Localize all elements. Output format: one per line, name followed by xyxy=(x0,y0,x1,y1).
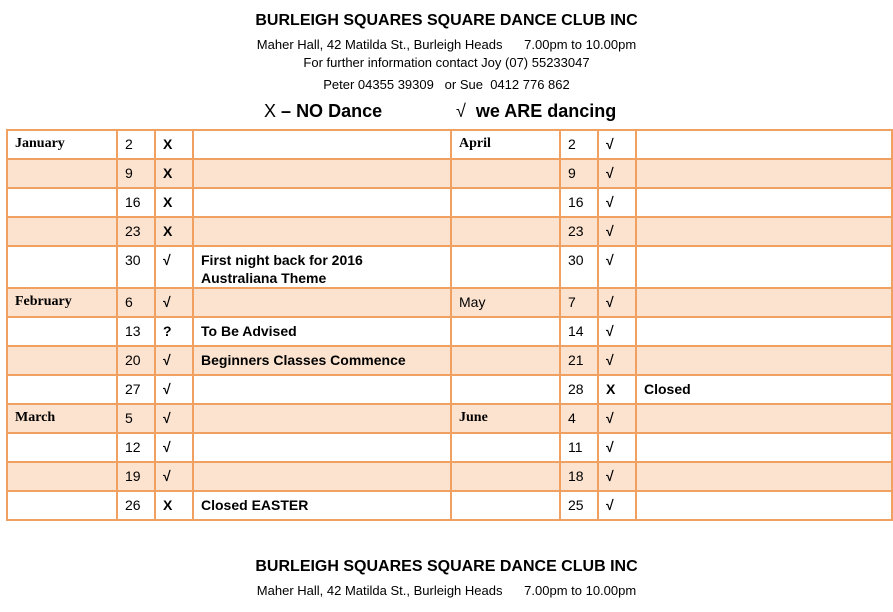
table-row xyxy=(7,217,892,246)
month-cell xyxy=(451,317,560,346)
note-cell xyxy=(636,288,892,317)
date-text: 26 xyxy=(125,497,141,513)
date-text: 30 xyxy=(568,252,584,268)
status-cell xyxy=(155,288,193,317)
note-cell xyxy=(193,217,451,246)
status-cell xyxy=(598,159,636,188)
month-cell xyxy=(451,159,560,188)
month-cell xyxy=(7,130,117,159)
date-cell xyxy=(560,188,598,217)
date-cell xyxy=(560,130,598,159)
month-cell xyxy=(451,404,560,433)
table-row xyxy=(7,375,892,404)
check-mark-icon: √ xyxy=(163,468,171,484)
month-cell xyxy=(451,491,560,520)
club-title: BURLEIGH SQUARES SQUARE DANCE CLUB INC xyxy=(255,12,638,29)
month-cell xyxy=(7,159,117,188)
status-cell xyxy=(155,491,193,520)
schedule-table xyxy=(6,129,893,521)
note-cell xyxy=(193,246,451,288)
date-text: 16 xyxy=(125,194,141,210)
contact-line: For further information contact Joy (07) 55233047 xyxy=(303,55,590,70)
table-row xyxy=(7,130,892,159)
month-cell xyxy=(451,433,560,462)
table-row xyxy=(7,188,892,217)
date-cell xyxy=(117,433,155,462)
month-cell xyxy=(451,217,560,246)
status-cell xyxy=(155,130,193,159)
check-mark-icon: √ xyxy=(606,136,614,152)
check-mark-icon: √ xyxy=(163,410,171,426)
question-mark-icon: ? xyxy=(163,323,172,339)
date-cell xyxy=(117,404,155,433)
date-text: 5 xyxy=(125,410,133,426)
date-text: 19 xyxy=(125,468,141,484)
legend-no-text: NO Dance xyxy=(296,101,383,121)
x-mark-icon: X xyxy=(264,101,277,121)
month-cell xyxy=(7,188,117,217)
status-cell xyxy=(598,462,636,491)
date-cell xyxy=(560,404,598,433)
status-cell xyxy=(155,246,193,288)
note-cell xyxy=(193,462,451,491)
table-row xyxy=(7,433,892,462)
note-text: To Be Advised xyxy=(201,323,297,339)
date-text: 7 xyxy=(568,294,576,310)
status-cell xyxy=(598,491,636,520)
status-cell xyxy=(598,433,636,462)
date-text: 25 xyxy=(568,497,584,513)
month-cell xyxy=(451,346,560,375)
date-cell xyxy=(117,217,155,246)
date-text: 30 xyxy=(125,252,141,268)
status-cell xyxy=(598,346,636,375)
month-text: June xyxy=(459,410,488,425)
note-cell xyxy=(193,404,451,433)
date-text: 21 xyxy=(568,352,584,368)
table-row xyxy=(7,288,892,317)
month-cell xyxy=(7,317,117,346)
date-cell xyxy=(560,246,598,288)
note-cell xyxy=(636,433,892,462)
date-text: 20 xyxy=(125,352,141,368)
date-cell xyxy=(560,491,598,520)
date-cell xyxy=(117,159,155,188)
date-cell xyxy=(560,346,598,375)
date-text: 27 xyxy=(125,381,141,397)
check-mark-icon: √ xyxy=(606,410,614,426)
date-text: 12 xyxy=(125,439,141,455)
table-row xyxy=(7,246,892,288)
status-cell xyxy=(598,404,636,433)
month-text: January xyxy=(15,136,65,151)
status-cell xyxy=(155,346,193,375)
date-text: 9 xyxy=(568,165,576,181)
x-mark-icon: X xyxy=(606,381,616,397)
check-mark-icon: √ xyxy=(606,323,614,339)
date-cell xyxy=(560,375,598,404)
month-text: May xyxy=(459,294,486,310)
venue: Maher Hall, 42 Matilda St., Burleigh Heads xyxy=(256,37,503,52)
month-cell xyxy=(7,433,117,462)
table-row xyxy=(7,159,892,188)
month-text: February xyxy=(15,294,72,309)
note-cell xyxy=(636,130,892,159)
check-mark-icon: √ xyxy=(606,252,614,268)
x-mark-icon: X xyxy=(163,165,173,181)
note-cell xyxy=(636,317,892,346)
month-cell xyxy=(451,130,560,159)
date-cell xyxy=(560,159,598,188)
status-cell xyxy=(598,288,636,317)
date-text: 2 xyxy=(568,136,576,152)
month-cell xyxy=(7,346,117,375)
note-text: Closed EASTER xyxy=(201,497,309,513)
note-cell xyxy=(636,217,892,246)
check-mark-icon: √ xyxy=(456,101,466,121)
date-text: 14 xyxy=(568,323,584,339)
date-text: 11 xyxy=(568,439,583,455)
table-row xyxy=(7,317,892,346)
month-cell xyxy=(451,246,560,288)
date-cell xyxy=(117,246,155,288)
status-cell xyxy=(155,317,193,346)
date-cell xyxy=(117,130,155,159)
check-mark-icon: √ xyxy=(606,497,614,513)
date-text: 23 xyxy=(568,223,584,239)
status-cell xyxy=(598,317,636,346)
note-cell xyxy=(636,159,892,188)
table-row xyxy=(7,491,892,520)
date-text: 18 xyxy=(568,468,584,484)
status-cell xyxy=(598,375,636,404)
note-text: Beginners Classes Commence xyxy=(201,352,406,368)
date-cell xyxy=(117,317,155,346)
date-text: 4 xyxy=(568,410,576,426)
date-text: 28 xyxy=(568,381,584,397)
status-cell xyxy=(155,188,193,217)
status-cell xyxy=(155,375,193,404)
venue-line xyxy=(0,37,893,52)
month-cell xyxy=(7,288,117,317)
check-mark-icon: √ xyxy=(163,439,171,455)
legend-dash: – xyxy=(281,101,292,121)
date-cell xyxy=(117,346,155,375)
check-mark-icon: √ xyxy=(606,165,614,181)
note-cell xyxy=(193,159,451,188)
date-cell xyxy=(560,317,598,346)
date-text: 16 xyxy=(568,194,584,210)
date-cell xyxy=(117,491,155,520)
phones-line: Peter 04355 39309 or Sue 0412 776 862 xyxy=(323,77,570,92)
legend-yes-text: we ARE dancing xyxy=(475,101,617,121)
note-text: First night back for 2016 xyxy=(201,252,363,268)
note-cell xyxy=(636,188,892,217)
date-text: 9 xyxy=(125,165,133,181)
date-cell xyxy=(117,462,155,491)
note-cell xyxy=(193,288,451,317)
note-cell xyxy=(193,130,451,159)
month-cell xyxy=(451,462,560,491)
month-cell xyxy=(7,404,117,433)
note-cell xyxy=(636,404,892,433)
table-row xyxy=(7,404,892,433)
x-mark-icon: X xyxy=(163,497,173,513)
status-cell xyxy=(598,246,636,288)
legend-yes xyxy=(456,101,616,122)
note-cell xyxy=(636,491,892,520)
date-text: 2 xyxy=(125,136,133,152)
date-text: 13 xyxy=(125,323,141,339)
status-cell xyxy=(155,462,193,491)
status-cell xyxy=(155,217,193,246)
status-cell xyxy=(155,404,193,433)
month-text: April xyxy=(459,136,491,151)
check-mark-icon: √ xyxy=(606,352,614,368)
date-cell xyxy=(560,217,598,246)
note-cell xyxy=(636,246,892,288)
footer-venue-line xyxy=(0,583,893,598)
check-mark-icon: √ xyxy=(163,294,171,310)
note-text: Australiana Theme xyxy=(201,270,327,286)
note-cell xyxy=(636,346,892,375)
x-mark-icon: X xyxy=(163,194,173,210)
check-mark-icon: √ xyxy=(163,381,171,397)
month-cell xyxy=(7,375,117,404)
table-row xyxy=(7,346,892,375)
date-text: 6 xyxy=(125,294,133,310)
check-mark-icon: √ xyxy=(606,468,614,484)
x-mark-icon: X xyxy=(163,136,173,152)
date-cell xyxy=(117,288,155,317)
check-mark-icon: √ xyxy=(606,294,614,310)
date-text: 23 xyxy=(125,223,141,239)
month-cell xyxy=(451,375,560,404)
note-cell xyxy=(636,375,892,404)
status-cell xyxy=(598,130,636,159)
month-text: March xyxy=(15,410,56,425)
status-cell xyxy=(598,188,636,217)
check-mark-icon: √ xyxy=(606,194,614,210)
check-mark-icon: √ xyxy=(606,439,614,455)
note-cell xyxy=(636,462,892,491)
note-cell xyxy=(193,346,451,375)
date-cell xyxy=(117,375,155,404)
note-cell xyxy=(193,188,451,217)
month-cell xyxy=(7,246,117,288)
status-cell xyxy=(598,217,636,246)
note-cell xyxy=(193,375,451,404)
check-mark-icon: √ xyxy=(163,252,171,268)
month-cell xyxy=(7,491,117,520)
legend-no xyxy=(264,101,382,122)
date-cell xyxy=(560,288,598,317)
month-cell xyxy=(451,288,560,317)
date-cell xyxy=(117,188,155,217)
date-cell xyxy=(560,462,598,491)
check-mark-icon: √ xyxy=(606,223,614,239)
footer-time: 7.00pm to 10.00pm xyxy=(524,583,637,598)
month-cell xyxy=(7,217,117,246)
date-cell xyxy=(560,433,598,462)
month-cell xyxy=(7,462,117,491)
check-mark-icon: √ xyxy=(163,352,171,368)
time: 7.00pm to 10.00pm xyxy=(524,37,637,52)
footer-title: BURLEIGH SQUARES SQUARE DANCE CLUB INC xyxy=(255,558,638,575)
status-cell xyxy=(155,433,193,462)
x-mark-icon: X xyxy=(163,223,173,239)
table-row xyxy=(7,462,892,491)
note-cell xyxy=(193,433,451,462)
month-cell xyxy=(451,188,560,217)
note-cell xyxy=(193,491,451,520)
note-cell xyxy=(193,317,451,346)
note-text: Closed xyxy=(644,381,691,397)
footer-venue: Maher Hall, 42 Matilda St., Burleigh Heads xyxy=(256,583,503,598)
status-cell xyxy=(155,159,193,188)
